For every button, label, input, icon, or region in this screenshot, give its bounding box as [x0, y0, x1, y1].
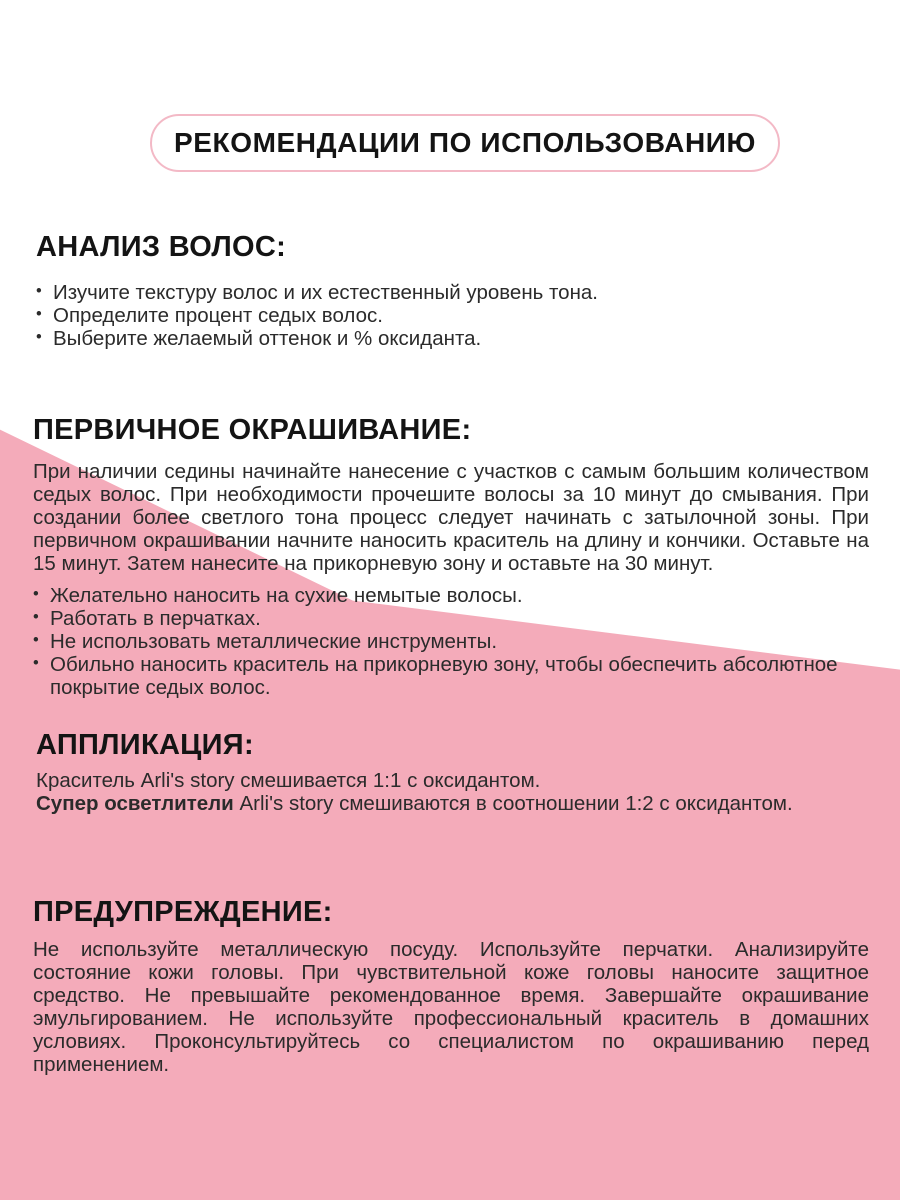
list-item-text: Изучите текстуру волос и их естественный уровень тона.	[53, 281, 598, 304]
list-item-text: Работать в перчатках.	[50, 607, 261, 630]
list-item-text: Желательно наносить на сухие немытые волосы.	[50, 584, 523, 607]
application-line-2-bold: Супер осветлители	[36, 792, 234, 815]
application-line-1: Краситель Arli's story смешивается 1:1 с оксидантом.	[36, 769, 541, 792]
page-title: РЕКОМЕНДАЦИИ ПО ИСПОЛЬЗОВАНИЮ	[173, 127, 757, 158]
list-item-text: Обильно наносить краситель на прикорневую зону, чтобы обеспечить абсолютное покрытие седых волос.	[50, 653, 838, 699]
header-pill-outline	[150, 114, 780, 172]
list-item	[36, 304, 838, 327]
list-item	[33, 607, 869, 630]
application-line-2-rest: Arli's story смешиваются в соотношении 1:2 с оксидантом.	[233, 792, 793, 815]
application-heading: АППЛИКАЦИЯ:	[36, 729, 254, 761]
section-application	[36, 729, 858, 815]
hair-analysis-bullet-list	[36, 281, 838, 350]
list-item-text: Не использовать металлические инструменты.	[50, 630, 498, 653]
list-item-text: Определите процент седых волос.	[53, 304, 383, 327]
warning-paragraph: Не используйте металлическую посуду. Используйте перчатки. Анализируйте состояние кожи головы. При чувствительной коже головы наносите защитное средство. Не превышайте рекомендованное время. Завершайте окрашивание эмульгированием. Не используйте профессиональный краситель в домашних условиях. Проконсультируйтесь со специалистом по окрашиванию перед применением.	[33, 938, 869, 1076]
list-item	[33, 584, 869, 607]
section-warning	[33, 896, 869, 1076]
list-item	[33, 630, 869, 653]
application-line-2	[36, 792, 858, 815]
section-primary-coloring	[33, 414, 869, 699]
list-item-text: Выберите желаемый оттенок и % оксиданта.	[53, 327, 482, 350]
application-lines	[36, 769, 858, 815]
primary-coloring-paragraph: При наличии седины начинайте нанесение с участков с самым большим количеством седых волос. При необходимости прочешите волосы за 10 минут до смывания. При создании более светлого тона процесс следует начинать с затылочной зоны. При первичном окрашивании начните наносить краситель на длину и кончики. Оставьте на 15 минут. Затем нанесите на прикорневую зону и оставьте на 30 минут.	[33, 460, 869, 575]
list-item	[36, 327, 838, 350]
list-item	[33, 653, 869, 699]
section-hair-analysis	[36, 231, 838, 350]
warning-heading: ПРЕДУПРЕЖДЕНИЕ:	[33, 896, 333, 928]
hair-analysis-heading: АНАЛИЗ ВОЛОС:	[36, 231, 287, 263]
primary-coloring-heading: ПЕРВИЧНОЕ ОКРАШИВАНИЕ:	[33, 414, 472, 446]
list-item	[36, 281, 838, 304]
primary-coloring-bullet-list	[33, 584, 869, 699]
